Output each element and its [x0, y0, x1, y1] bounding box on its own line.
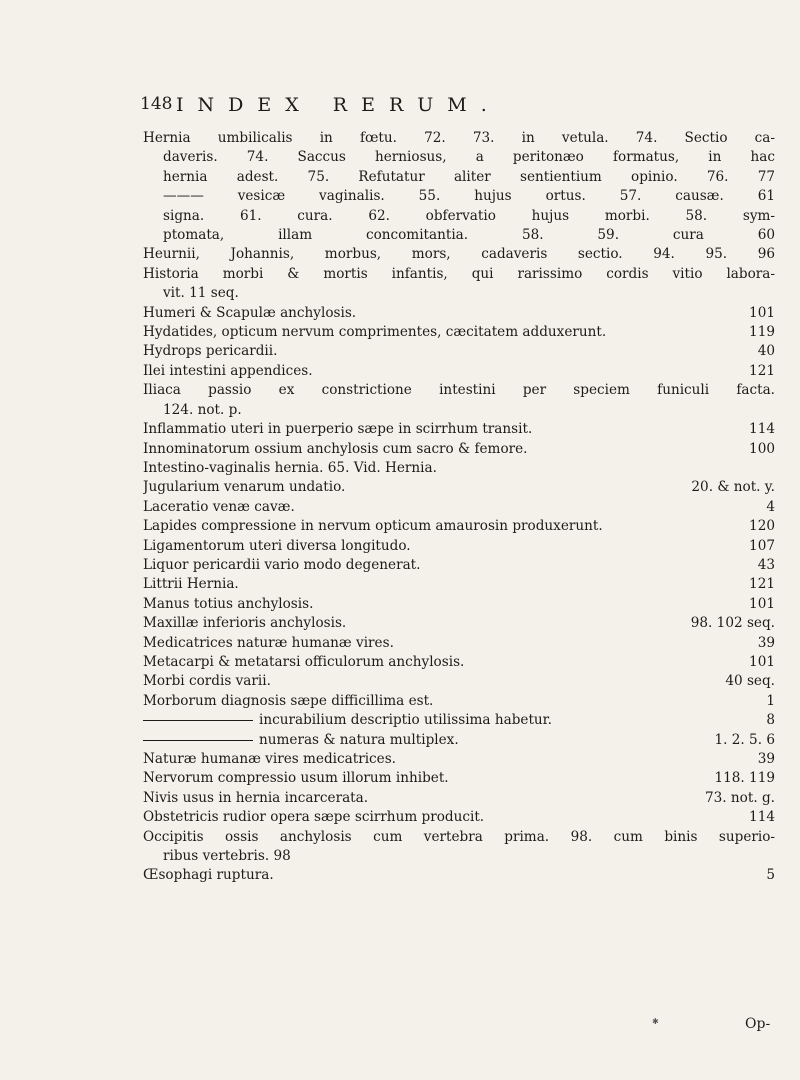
index-entry — [143, 769, 775, 788]
repeat-dash — [143, 740, 253, 741]
entry-page-ref: 121 — [749, 576, 775, 593]
entry-page-ref: 101 — [749, 653, 775, 670]
index-entry — [143, 304, 775, 323]
entry-line — [143, 711, 775, 730]
index-entry — [143, 245, 775, 264]
entry-page-ref: 20. & not. y. — [691, 479, 775, 496]
index-entry — [143, 866, 775, 885]
entry-page-ref: 100 — [749, 440, 775, 457]
entry-page-ref: 98. 102 seq. — [690, 615, 775, 632]
entry-line: vit. 11 seq. — [163, 285, 239, 302]
entry-line — [143, 323, 775, 342]
entry-text: Humeri & Scapulæ anchylosis. — [143, 304, 357, 321]
entry-text: Medicatrices naturæ humanæ vires. — [143, 634, 394, 651]
index-entry — [143, 653, 775, 672]
entry-line — [143, 692, 775, 711]
entry-text: Ligamentorum uteri diversa longitudo. — [143, 537, 411, 554]
index-entry — [143, 808, 775, 827]
entry-line — [143, 459, 775, 478]
entry-text: Morborum diagnosis sæpe difficillima est. — [143, 692, 434, 709]
entry-text: Obstetricis rudior opera sæpe scirrhum producit. — [143, 809, 485, 826]
entry-line — [143, 440, 775, 459]
index-entry — [143, 575, 775, 594]
index-entry — [143, 517, 775, 536]
index-entry — [143, 498, 775, 517]
index-entry — [143, 614, 775, 633]
entry-line — [143, 808, 775, 827]
index-entry — [143, 537, 775, 556]
entry-page-ref: 40 — [757, 343, 775, 360]
entry-text: Jugularium venarum undatio. — [143, 479, 346, 496]
entry-line — [143, 789, 775, 808]
entry-text: Morbi cordis varii. — [143, 673, 271, 690]
entry-line — [143, 769, 775, 788]
entry-text: Lapides compressione in nervum opticum amaurosin produxerunt. — [143, 518, 603, 535]
entry-page-ref: 1 — [766, 692, 775, 709]
index-entry — [143, 342, 775, 361]
index-entry — [143, 711, 775, 730]
entry-text: incurabilium descriptio utilissima habetur. — [259, 712, 553, 729]
entry-line: hernia adest. 75. Refutatur aliter sentientium opinio. 76. 77 — [163, 168, 775, 185]
entry-text: Metacarpi & metatarsi officulorum anchylosis. — [143, 653, 465, 670]
entry-line — [143, 342, 775, 361]
entry-text: Intestino-vaginalis hernia. 65. Vid. Hernia. — [143, 459, 437, 476]
entry-line — [143, 731, 775, 750]
entry-line — [143, 614, 775, 633]
entry-line: ribus vertebris. 98 — [163, 848, 291, 865]
index-entry — [143, 362, 775, 381]
entry-line — [143, 672, 775, 691]
index-entry — [143, 420, 775, 439]
entry-text: Nervorum compressio usum illorum inhibet. — [143, 770, 449, 787]
entry-line: 124. not. p. — [163, 401, 242, 418]
entry-page-ref: 8 — [766, 712, 775, 729]
entry-text: Liquor pericardii vario modo degenerat. — [143, 556, 421, 573]
entry-page-ref: 43 — [757, 556, 775, 573]
entry-page-ref: 114 — [749, 809, 775, 826]
index-entry — [143, 381, 775, 420]
entry-page-ref: 5 — [766, 867, 775, 884]
entry-line — [143, 556, 775, 575]
entry-line — [143, 498, 775, 517]
entry-line — [143, 595, 775, 614]
entry-line: signa. 61. cura. 62. obfervatio hujus morbi. 58. sym- — [163, 207, 775, 224]
index-entry — [143, 672, 775, 691]
entry-line — [143, 866, 775, 885]
entry-line — [143, 517, 775, 536]
running-head: INDEX RERUM. — [176, 94, 501, 116]
entry-line: Hernia umbilicalis in fœtu. 72. 73. in vetula. 74. Sectio ca- — [143, 130, 775, 146]
entry-page-ref: 40 seq. — [725, 673, 775, 690]
entry-page-ref: 119 — [749, 324, 775, 341]
index-entry — [143, 731, 775, 750]
entry-line: ——— vesicæ vaginalis. 55. hujus ortus. 57. causæ. 61 — [163, 188, 775, 205]
entry-line: daveris. 74. Saccus herniosus, a peritonæo formatus, in hac — [163, 149, 775, 166]
entry-line — [143, 634, 775, 653]
entry-line — [143, 750, 775, 769]
entry-line — [143, 304, 775, 323]
entry-line — [143, 362, 775, 381]
entry-line: Heurnii, Johannis, morbus, mors, cadaveris sectio. 94. 95. 96 — [143, 246, 775, 263]
entry-page-ref: 1. 2. 5. 6 — [714, 731, 775, 748]
entry-text: Hydrops pericardii. — [143, 343, 278, 360]
entry-text: Inflammatio uteri in puerperio sæpe in scirrhum transit. — [143, 421, 533, 438]
entry-page-ref: 39 — [757, 634, 775, 651]
entry-page-ref: 73. not. g. — [704, 789, 775, 806]
entry-text: Nivis usus in hernia incarcerata. — [143, 789, 369, 806]
entry-text: Naturæ humanæ vires medicatrices. — [143, 751, 397, 767]
index-entry — [143, 440, 775, 459]
entry-line — [143, 653, 775, 672]
index-entry — [143, 750, 775, 769]
entry-page-ref: 107 — [749, 537, 775, 554]
index-entry — [143, 634, 775, 653]
entry-line: Historia morbi & mortis infantis, qui rarissimo cordis vitio labora- — [143, 265, 775, 282]
entry-line — [143, 478, 775, 497]
entry-text: Hydatides, opticum nervum comprimentes, cæcitatem adduxerunt. — [143, 324, 607, 341]
index-entry — [143, 478, 775, 497]
entry-page-ref: 39 — [757, 751, 775, 767]
entry-text: Ilei intestini appendices. — [143, 362, 313, 379]
index-entry — [143, 265, 775, 304]
index-entry — [143, 323, 775, 342]
index-body — [143, 129, 775, 886]
entry-text: Manus totius anchylosis. — [143, 595, 314, 612]
entry-line — [143, 420, 775, 439]
entry-page-ref: 118. 119 — [714, 770, 775, 787]
entry-line: Occipitis ossis anchylosis cum vertebra prima. 98. cum binis superio- — [143, 828, 775, 845]
index-entry — [143, 692, 775, 711]
entry-line — [143, 537, 775, 556]
entry-page-ref: 121 — [749, 362, 775, 379]
entry-text: Maxillæ inferioris anchylosis. — [143, 615, 347, 632]
catchword: Op- — [745, 1016, 771, 1032]
index-entry — [143, 828, 775, 867]
index-entry — [143, 595, 775, 614]
entry-page-ref: 4 — [766, 498, 775, 515]
entry-line: ptomata, illam concomitantia. 58. 59. cura 60 — [163, 227, 775, 244]
index-entry — [143, 789, 775, 808]
index-entry — [143, 129, 775, 245]
index-entry — [143, 459, 775, 478]
entry-page-ref: 114 — [749, 421, 775, 438]
ornament-mark: ✱ — [652, 1017, 659, 1026]
entry-page-ref: 101 — [749, 595, 775, 612]
entry-line: Iliaca passio ex constrictione intestini per speciem funiculi facta. — [143, 382, 775, 399]
entry-text: Œsophagi ruptura. — [143, 867, 274, 884]
page-header — [140, 94, 780, 120]
entry-page-ref: 120 — [749, 518, 775, 535]
entry-text: numeras & natura multiplex. — [259, 731, 459, 748]
index-entry — [143, 556, 775, 575]
entry-text: Innominatorum ossium anchylosis cum sacro & femore. — [143, 440, 528, 457]
entry-page-ref: 101 — [749, 304, 775, 321]
entry-text: Laceratio venæ cavæ. — [143, 498, 295, 515]
entry-line — [143, 575, 775, 594]
page-number: 148 — [140, 94, 173, 114]
entry-text: Littrii Hernia. — [143, 576, 239, 593]
repeat-dash — [143, 720, 253, 721]
